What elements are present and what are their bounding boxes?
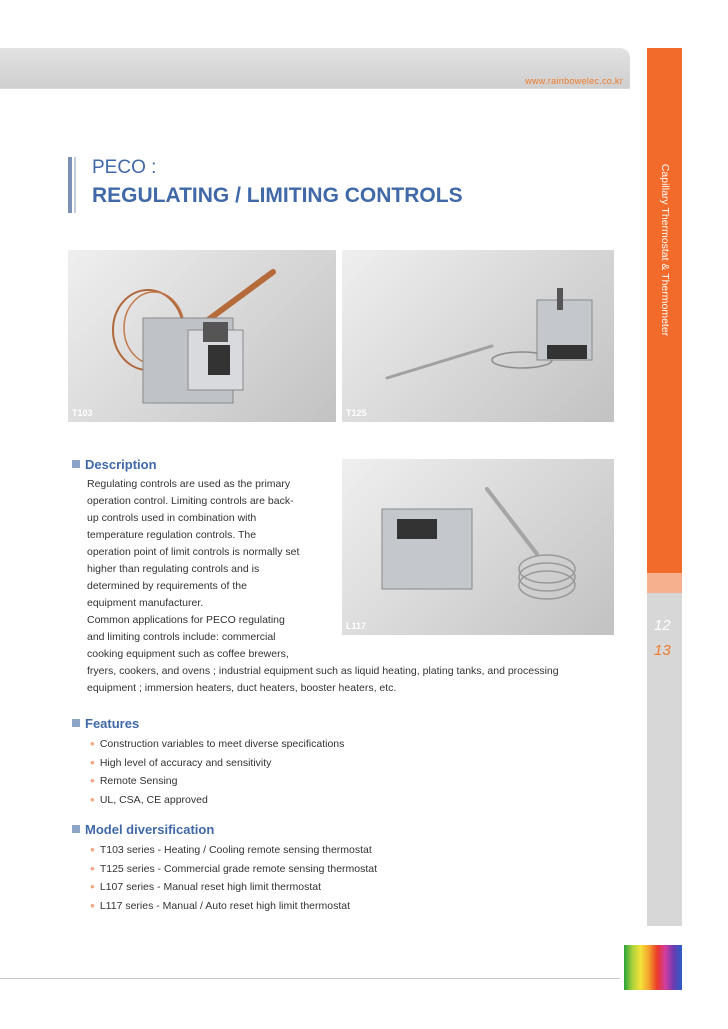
description-line: higher than regulating controls and is	[87, 563, 260, 575]
description-line: Regulating controls are used as the primary	[87, 478, 291, 490]
list-item: ● T125 series - Commercial grade remote sensing thermostat	[90, 860, 377, 879]
page-title-brand: PECO :	[92, 157, 157, 178]
footer-divider	[0, 978, 620, 979]
square-bullet-icon	[72, 719, 80, 727]
rainbow-logo-block	[624, 945, 682, 990]
list-item: ● Construction variables to meet diverse specifications	[90, 735, 344, 754]
list-item: ● L107 series - Manual reset high limit thermostat	[90, 878, 377, 897]
models-heading: Model diversification	[72, 822, 214, 837]
photo-caption: T103	[72, 408, 93, 418]
features-heading: Features	[72, 716, 139, 731]
list-item: ● Remote Sensing	[90, 772, 344, 791]
list-item: ● High level of accuracy and sensitivity	[90, 754, 344, 773]
side-section-tab	[647, 48, 682, 581]
list-item: ● UL, CSA, CE approved	[90, 791, 344, 810]
square-bullet-icon	[72, 825, 80, 833]
description-line: Common applications for PECO regulating	[87, 614, 285, 626]
description-line: equipment ; immersion heaters, duct heaters, booster heaters, etc.	[87, 682, 397, 694]
description-line: fryers, cookers, and ovens ; industrial equipment such as liquid heating, plating tanks, and processing	[87, 665, 559, 677]
description-line: up controls used in combination with	[87, 512, 257, 524]
list-item: ● T103 series - Heating / Cooling remote sensing thermostat	[90, 841, 377, 860]
photo-caption: L117	[346, 621, 367, 631]
description-heading: Description	[72, 457, 157, 472]
thermostat-t125-image	[342, 250, 614, 422]
description-line: cooking equipment such as coffee brewers,	[87, 648, 289, 660]
photo-caption: T125	[346, 408, 367, 418]
thermostat-t103-image	[68, 250, 336, 422]
description-line: determined by requirements of the	[87, 580, 247, 592]
side-tab-accent	[647, 573, 682, 593]
section-label: Capillary Thermostat & Thermometer	[658, 163, 671, 337]
description-line: and limiting controls include: commercial	[87, 631, 276, 643]
page-title: REGULATING / LIMITING CONTROLS	[92, 184, 463, 207]
models-list	[90, 841, 377, 915]
square-bullet-icon	[72, 460, 80, 468]
description-line: temperature regulation controls. The	[87, 529, 257, 541]
product-photo-t103	[68, 250, 336, 422]
product-photo-t125	[342, 250, 614, 422]
description-text	[87, 476, 559, 697]
page-number-right: 13	[654, 642, 671, 659]
title-accent-bar	[68, 157, 72, 213]
website-url[interactable]: www.rainbowelec.co.kr	[525, 76, 623, 86]
description-line: operation point of limit controls is normally set	[87, 546, 300, 558]
description-line: equipment manufacturer.	[87, 597, 204, 609]
list-item: ● L117 series - Manual / Auto reset high limit thermostat	[90, 897, 377, 916]
header-divider	[0, 88, 630, 89]
page-number-left: 12	[654, 617, 671, 634]
description-line: operation control. Limiting controls are back-	[87, 495, 294, 507]
title-accent-bar-light	[74, 157, 76, 213]
features-list	[90, 735, 344, 809]
